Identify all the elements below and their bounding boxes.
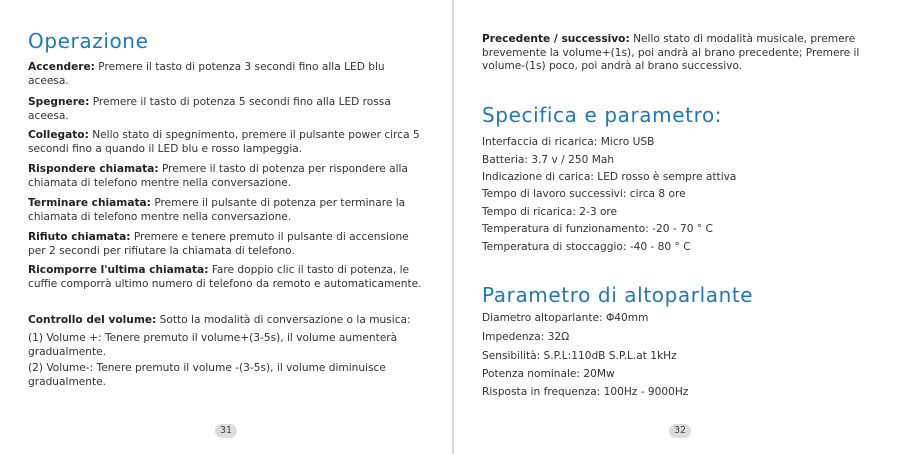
spec-line: Temperatura di stoccaggio: -40 - 80 ° C xyxy=(482,241,691,253)
speaker-line: Impedenza: 32Ω xyxy=(482,331,570,343)
instruction-text: Sotto la modalità di conversazione o la musica: xyxy=(159,314,411,326)
spec-line: Tempo di ricarica: 2-3 ore xyxy=(482,206,618,218)
instruction-label: Ricomporre l'ultima chiamata: xyxy=(28,264,209,276)
instruction-precedente xyxy=(482,33,872,74)
instruction-text: Fare doppio clic il tasto di potenza, le cuffie comporrà ultimo numero di telefono da remoto e automaticamente. xyxy=(28,264,422,290)
instruction-label: Terminare chiamata: xyxy=(28,197,151,209)
instruction-rispondere xyxy=(28,163,423,190)
spec-title: Specifica e parametro: xyxy=(482,103,723,127)
instruction-text: Premere e tenere premuto il pulsante di accensione per 2 secondi per rifiutare la chiamata di telefono. xyxy=(28,231,409,257)
spec-line: Interfaccia di ricarica: Micro USB xyxy=(482,136,655,148)
volume-up-line: (1) Volume +: Tenere premuto il volume+(3-5s), il volume aumenterà gradualmente. xyxy=(28,332,398,358)
instruction-spegnere xyxy=(28,96,423,123)
instruction-label: Controllo del volume: xyxy=(28,314,157,326)
right-page xyxy=(453,0,907,454)
speaker-line: Potenza nominale: 20Mw xyxy=(482,368,615,380)
left-page xyxy=(0,0,453,454)
instruction-label: Precedente / successivo: xyxy=(482,33,630,45)
operazione-title: Operazione xyxy=(28,29,149,53)
volume-down-line: (2) Volume-: Tenere premuto il volume -(3-5s), il volume diminuisce gradualmente. xyxy=(28,362,386,388)
speaker-line: Diametro altoparlante: Φ40mm xyxy=(482,312,649,324)
speaker-line: Risposta in frequenza: 100Hz - 9000Hz xyxy=(482,386,689,398)
instruction-label: Rifiuto chiamata: xyxy=(28,231,131,243)
page-number: 31 xyxy=(215,424,237,438)
instruction-text: Premere il tasto di potenza per rispondere alla chiamata di telefono mentre nella conversazione. xyxy=(28,163,408,189)
instruction-label: Rispondere chiamata: xyxy=(28,163,159,175)
page-number: 32 xyxy=(669,424,691,438)
speaker-line: Sensibilità: S.P.L:110dB S.P.L.at 1kHz xyxy=(482,350,677,362)
spec-line: Temperatura di funzionamento: -20 - 70 ° C xyxy=(482,223,713,235)
spec-line: Batteria: 3.7 v / 250 Mah xyxy=(482,154,615,166)
speaker-title: Parametro di altoparlante xyxy=(482,283,754,307)
instruction-volume xyxy=(28,314,423,328)
instruction-label: Accendere: xyxy=(28,61,95,73)
spec-line: Indicazione di carica: LED rosso è sempre attiva xyxy=(482,171,737,183)
instruction-label: Collegato: xyxy=(28,129,89,141)
instruction-rifiuto xyxy=(28,231,423,258)
instruction-accendere xyxy=(28,61,423,88)
instruction-text: Nello stato di spegnimento, premere il pulsante power circa 5 secondi fino a quando il LED blu e rosso lampeggia. xyxy=(28,129,420,155)
instruction-ricomporre xyxy=(28,264,423,291)
instruction-terminare xyxy=(28,197,423,224)
instruction-text: Nello stato di modalità musicale, premere brevemente la volume+(1s), poi andrà al brano precedente; Premere il volume-(1s) poco, poi andrà al brano successivo. xyxy=(482,33,860,73)
instruction-label: Spegnere: xyxy=(28,96,90,108)
spec-line: Tempo di lavoro successivi: circa 8 ore xyxy=(482,188,686,200)
instruction-text: Premere il pulsante di potenza per terminare la chiamata di telefono mentre nella conversazione. xyxy=(28,197,406,223)
instruction-collegato xyxy=(28,129,423,156)
instruction-text: Premere il tasto di potenza 5 secondi fino alla LED rossa aceesa. xyxy=(28,96,391,122)
instruction-text: Premere il tasto di potenza 3 secondi fino alla LED blu aceesa. xyxy=(28,61,385,87)
